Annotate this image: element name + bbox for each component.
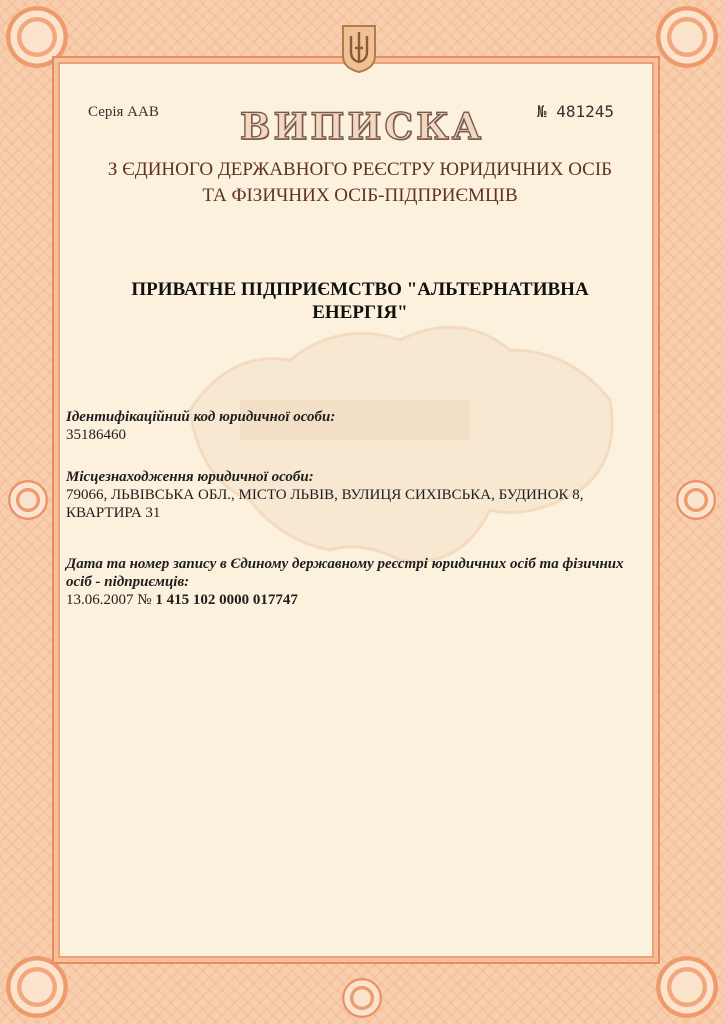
bottom-rosette-ornament <box>342 978 382 1018</box>
record-date: 13.06.2007 <box>66 592 134 608</box>
corner-ornament <box>6 6 68 68</box>
company-name-line: ПРИВАТНЕ ПІДПРИЄМСТВО "АЛЬТЕРНАТИВНА <box>131 279 589 300</box>
corner-ornament <box>656 956 718 1018</box>
corner-ornament <box>6 956 68 1018</box>
side-rosette-ornament <box>676 480 716 520</box>
trident-emblem-icon <box>339 22 379 74</box>
document-number: № 481245 <box>537 102 615 121</box>
id-code-value: 35186460 <box>66 427 126 443</box>
id-code-label: Ідентифікаційний код юридичної особи: <box>66 409 336 425</box>
side-rosette-ornament <box>8 480 48 520</box>
location-value-line: 79066, ЛЬВІВСЬКА ОБЛ., МІСТО ЛЬВІВ, ВУЛИЦЯ СИХІВСЬКА, БУДИНОК 8, <box>66 487 584 503</box>
location-label: Місцезнаходження юридичної особи: <box>66 469 314 485</box>
location-field <box>66 468 636 522</box>
document-subtitle <box>60 157 660 209</box>
record-number: 1 415 102 0000 017747 <box>155 592 298 608</box>
document-title: ВИПИСКА <box>239 106 485 148</box>
location-value-line: КВАРТИРА 31 <box>66 505 161 521</box>
record-field <box>66 555 636 609</box>
document-series: Серія ААВ <box>88 104 159 120</box>
record-number-prefix: № <box>137 592 152 608</box>
corner-ornament <box>656 6 718 68</box>
subtitle-line: ТА ФІЗИЧНИХ ОСІБ-ПІДПРИЄМЦІВ <box>202 185 518 206</box>
company-name-line: ЕНЕРГІЯ" <box>312 302 408 323</box>
company-name <box>90 278 630 324</box>
id-code-field <box>66 408 636 444</box>
record-value <box>66 591 636 609</box>
record-label-line: Дата та номер запису в Єдиному державному реєстрі юридичних осіб та фізичних <box>66 556 624 572</box>
subtitle-line: З ЄДИНОГО ДЕРЖАВНОГО РЕЄСТРУ ЮРИДИЧНИХ ОСІБ <box>107 159 613 180</box>
record-label-line: осіб - підприємців: <box>66 574 190 590</box>
